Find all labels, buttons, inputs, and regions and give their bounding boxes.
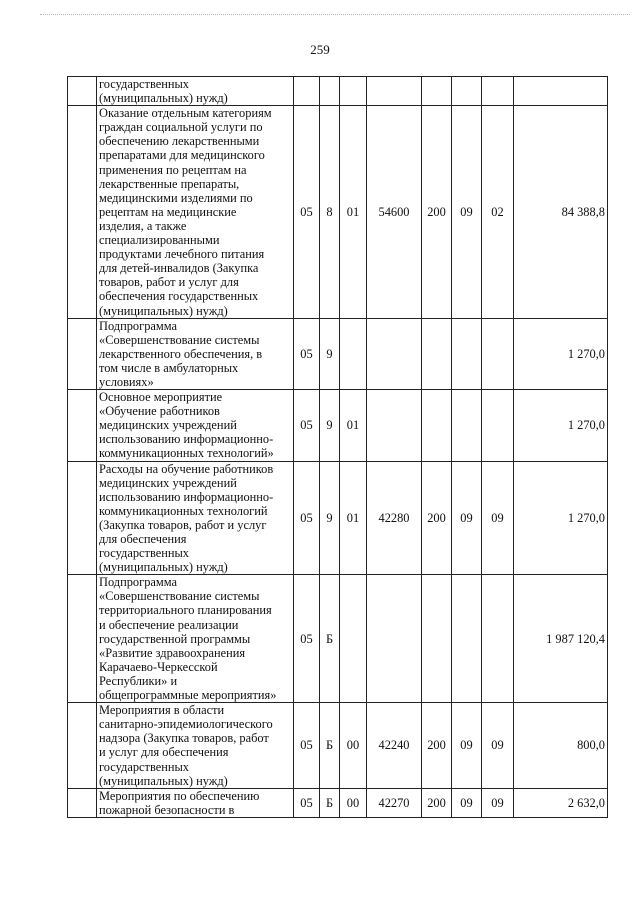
direction-code-cell: 54600: [367, 106, 422, 318]
table-row: [68, 390, 608, 461]
direction-code-cell: [367, 77, 422, 106]
row-name-line: государственных: [99, 77, 190, 91]
row-name-line: пожарной безопасности в: [99, 802, 235, 817]
row-name-line: лекарственные препараты,: [99, 176, 240, 191]
row-name-line: Мероприятия по обеспечению: [99, 788, 260, 803]
expense-type-cell: 200: [422, 106, 452, 318]
row-name-line: (муниципальных) нужд): [99, 773, 228, 788]
program-code-cell: 9: [320, 390, 340, 461]
amount-cell: 84 388,8: [514, 106, 608, 318]
subprogram-code-cell: [340, 318, 367, 389]
row-name-line: (муниципальных) нужд): [99, 91, 228, 106]
page-number: 259: [310, 42, 330, 57]
table-row: [68, 77, 608, 106]
row-name-line: товаров, работ и услуг для: [99, 275, 239, 290]
target-code-cell: 02: [482, 106, 514, 318]
row-name-line: Основное мероприятие: [99, 390, 223, 405]
row-name-cell: [97, 788, 294, 817]
row-name-line: Расходы на обучение работников: [99, 461, 274, 476]
row-name-cell: [97, 318, 294, 389]
amount-cell: 1 987 120,4: [514, 575, 608, 703]
row-name-line: (муниципальных) нужд): [99, 303, 228, 318]
row-number-cell: [68, 575, 97, 703]
row-name-line: Подпрограмма: [99, 575, 177, 590]
row-name-line: медицинских учреждений: [99, 475, 237, 490]
row-name-line: государственных: [99, 759, 190, 774]
subsection-code-cell: [452, 77, 482, 106]
amount-cell: 1 270,0: [514, 390, 608, 461]
subsection-code-cell: 09: [452, 106, 482, 318]
scan-artifact-line: [40, 14, 630, 17]
section-code-cell: 05: [294, 703, 320, 789]
row-name-line: (муниципальных) нужд): [99, 560, 228, 575]
section-code-cell: 05: [294, 788, 320, 817]
row-name-cell: [97, 461, 294, 575]
subsection-code-cell: [452, 390, 482, 461]
section-code-cell: 05: [294, 318, 320, 389]
table-row: [68, 703, 608, 789]
row-name-line: Подпрограмма: [99, 318, 177, 333]
row-name-cell: [97, 106, 294, 318]
amount-cell: 2 632,0: [514, 788, 608, 817]
row-name-line: граждан социальной услуги по: [99, 120, 263, 135]
subprogram-code-cell: 01: [340, 461, 367, 575]
row-name-line: изделия, а также: [99, 218, 187, 233]
expense-type-cell: 200: [422, 461, 452, 575]
table-row: [68, 788, 608, 817]
program-code-cell: 9: [320, 318, 340, 389]
row-name-line: «Совершенствование системы: [99, 332, 260, 347]
amount-cell: 1 270,0: [514, 461, 608, 575]
table-row: [68, 318, 608, 389]
row-name-line: и услуг для обеспечения: [99, 745, 229, 760]
direction-code-cell: [367, 390, 422, 461]
row-name-line: и обеспечение реализации: [99, 617, 239, 632]
row-name-line: для детей-инвалидов (Закупка: [99, 261, 259, 276]
row-name-line: «Совершенствование системы: [99, 589, 260, 604]
subprogram-code-cell: 01: [340, 390, 367, 461]
row-name-line: коммуникационных технологий: [99, 503, 268, 518]
subsection-code-cell: 09: [452, 703, 482, 789]
direction-code-cell: 42240: [367, 703, 422, 789]
row-name-line: использованию информационно-: [99, 489, 274, 504]
target-code-cell: 09: [482, 703, 514, 789]
row-name-line: Республики» и: [99, 673, 178, 688]
section-code-cell: 05: [294, 390, 320, 461]
expense-type-cell: [422, 77, 452, 106]
row-name-line: «Обучение работников: [99, 404, 220, 419]
row-name-line: использованию информационно-: [99, 432, 274, 447]
section-code-cell: 05: [294, 575, 320, 703]
row-name-line: лекарственного обеспечения, в: [99, 346, 263, 361]
subprogram-code-cell: 00: [340, 703, 367, 789]
section-code-cell: 05: [294, 106, 320, 318]
table-row: [68, 461, 608, 575]
row-number-cell: [68, 106, 97, 318]
program-code-cell: [320, 77, 340, 106]
budget-table: [67, 76, 608, 818]
subsection-code-cell: [452, 575, 482, 703]
program-code-cell: Б: [320, 575, 340, 703]
target-code-cell: [482, 77, 514, 106]
row-number-cell: [68, 461, 97, 575]
row-name-line: коммуникационных технологий»: [99, 446, 274, 461]
section-code-cell: [294, 77, 320, 106]
row-name-line: условиях»: [99, 374, 154, 389]
subsection-code-cell: 09: [452, 461, 482, 575]
row-name-line: общепрограммные мероприятия»: [99, 688, 277, 703]
amount-cell: 800,0: [514, 703, 608, 789]
subsection-code-cell: 09: [452, 788, 482, 817]
direction-code-cell: 42270: [367, 788, 422, 817]
target-code-cell: [482, 318, 514, 389]
row-name-line: Карачаево-Черкесской: [99, 659, 218, 674]
row-name-line: государственных: [99, 546, 190, 561]
subprogram-code-cell: 01: [340, 106, 367, 318]
amount-cell: 1 270,0: [514, 318, 608, 389]
subprogram-code-cell: 00: [340, 788, 367, 817]
expense-type-cell: [422, 318, 452, 389]
target-code-cell: 09: [482, 788, 514, 817]
subprogram-code-cell: [340, 575, 367, 703]
row-name-cell: [97, 390, 294, 461]
table-row: [68, 575, 608, 703]
row-name-cell: [97, 703, 294, 789]
program-code-cell: Б: [320, 788, 340, 817]
expense-type-cell: 200: [422, 788, 452, 817]
row-name-line: продуктами лечебного питания: [99, 247, 265, 262]
row-name-cell: [97, 77, 294, 106]
target-code-cell: [482, 390, 514, 461]
row-name-line: государственной программы: [99, 631, 251, 646]
row-number-cell: [68, 703, 97, 789]
program-code-cell: 9: [320, 461, 340, 575]
amount-cell: [514, 77, 608, 106]
row-name-line: Оказание отдельным категориям: [99, 106, 272, 121]
direction-code-cell: [367, 575, 422, 703]
row-name-cell: [97, 575, 294, 703]
row-name-line: медицинскими изделиями по: [99, 190, 253, 205]
direction-code-cell: 42280: [367, 461, 422, 575]
subsection-code-cell: [452, 318, 482, 389]
row-name-line: для обеспечения: [99, 532, 187, 546]
row-name-line: специализированными: [99, 233, 220, 248]
row-name-line: препаратами для медицинского: [99, 148, 265, 163]
row-name-line: санитарно-эпидемиологического: [99, 717, 273, 732]
program-code-cell: 8: [320, 106, 340, 318]
budget-table-body: [68, 77, 608, 818]
row-name-line: обеспечению лекарственными: [99, 134, 260, 149]
row-name-line: «Развитие здравоохранения: [99, 645, 246, 660]
row-name-line: применения по рецептам на: [99, 162, 247, 177]
expense-type-cell: [422, 390, 452, 461]
program-code-cell: Б: [320, 703, 340, 789]
subprogram-code-cell: [340, 77, 367, 106]
target-code-cell: 09: [482, 461, 514, 575]
row-name-line: том числе в амбулаторных: [99, 360, 239, 375]
row-name-line: медицинских учреждений: [99, 418, 237, 433]
target-code-cell: [482, 575, 514, 703]
row-number-cell: [68, 318, 97, 389]
table-row: [68, 106, 608, 318]
row-number-cell: [68, 77, 97, 106]
row-name-line: Мероприятия в области: [99, 703, 225, 718]
expense-type-cell: 200: [422, 703, 452, 789]
row-number-cell: [68, 788, 97, 817]
section-code-cell: 05: [294, 461, 320, 575]
row-name-line: (Закупка товаров, работ и услуг: [99, 517, 267, 532]
row-name-line: территориального планирования: [99, 603, 272, 618]
row-name-line: обеспечения государственных: [99, 289, 259, 304]
row-name-line: рецептам на медицинские: [99, 204, 237, 219]
row-name-line: надзора (Закупка товаров, работ: [99, 731, 269, 746]
direction-code-cell: [367, 318, 422, 389]
expense-type-cell: [422, 575, 452, 703]
row-number-cell: [68, 390, 97, 461]
